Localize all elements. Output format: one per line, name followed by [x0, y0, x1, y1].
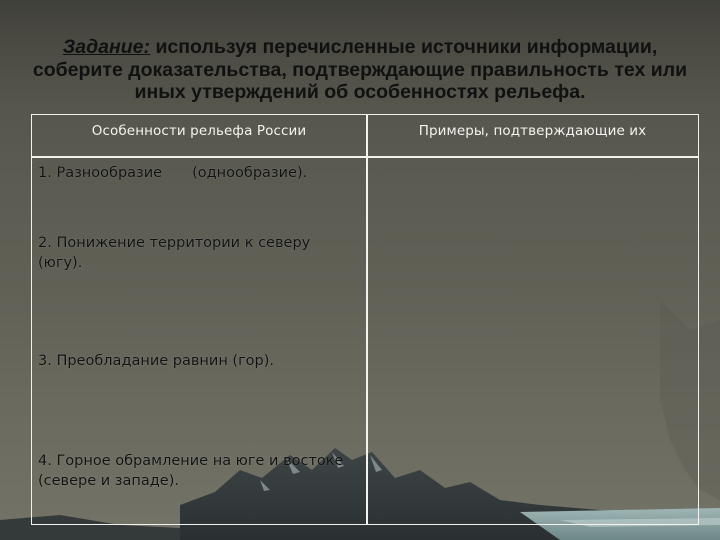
relief-item-lowering-north: 2. Понижение территории к северу (югу). [38, 235, 311, 271]
header-divider [32, 156, 698, 158]
slide-title [20, 36, 700, 104]
title-text: используя перечисленные источники информации, соберите доказательства, подтверждающие правильность тех или иных утверждений об особенностях рельефа. [32, 36, 688, 103]
column-divider [366, 115, 368, 524]
relief-item-diversity-alt: (однообразие). [192, 165, 308, 181]
title-label: Задание: [62, 36, 151, 58]
header-relief-features: Особенности рельефа России [91, 123, 307, 139]
relief-table [31, 114, 699, 525]
relief-item-diversity-main: 1. Разнообразие [38, 165, 163, 181]
relief-item-plains-predominance: 3. Преобладание равнин (гор). [38, 353, 275, 369]
relief-item-mountain-frame: 4. Горное обрамление на юге и востоке (севере и западе). [38, 453, 344, 489]
header-examples: Примеры, подтверждающие их [418, 123, 647, 139]
relief-item-diversity [38, 163, 358, 183]
